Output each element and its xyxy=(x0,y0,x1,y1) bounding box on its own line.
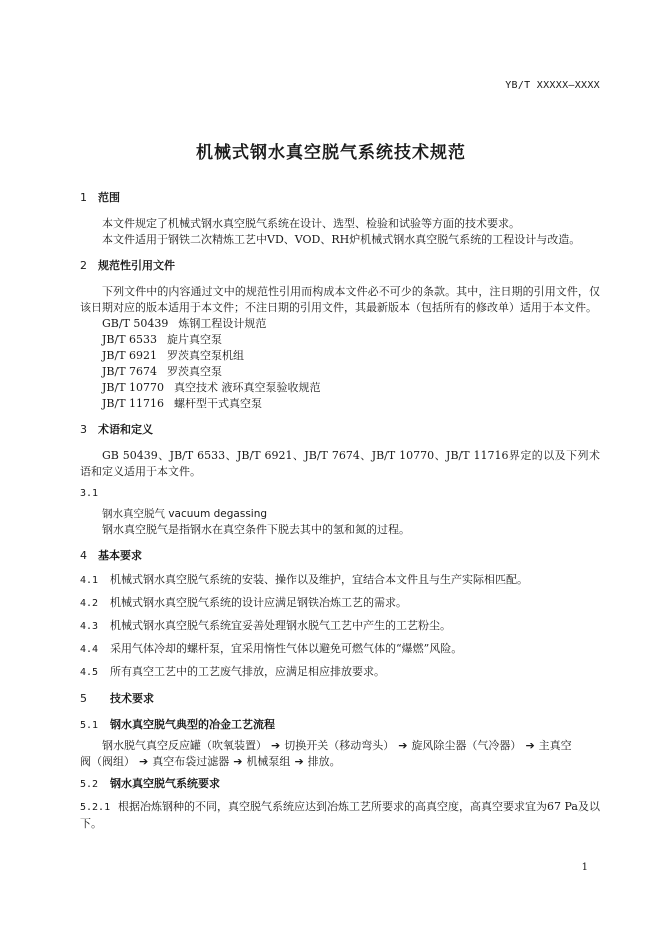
subsection-5-2-heading: 5.2 钢水真空脱气系统要求 xyxy=(80,777,220,790)
document-title: 机械式钢水真空脱气系统技术规范 xyxy=(196,143,466,163)
scope-paragraph-1: 本文件规定了机械式钢水真空脱气系统在设计、选型、检验和试验等方面的技术要求。 xyxy=(102,217,520,230)
section-number: 5 xyxy=(80,692,87,705)
page-number: 1 xyxy=(581,862,588,873)
reference-item: JB/T 10770 真空技术 液环真空泵验收规范 xyxy=(102,381,321,394)
standard-number: YB/T XXXXX—XXXX xyxy=(505,80,600,91)
section-2-heading xyxy=(80,258,600,274)
section-number: 4 xyxy=(80,549,87,562)
requirement-item: 4.4 采用气体冷却的螺杆泵，宜采用惰性气体以避免可燃气体的“爆燃”风险。 xyxy=(80,642,463,655)
section-title: 术语和定义 xyxy=(98,423,153,436)
arrow-right-icon: ➔ xyxy=(294,755,304,768)
section-title: 规范性引用文件 xyxy=(98,259,175,272)
section-title: 基本要求 xyxy=(98,549,142,562)
reference-item: GB/T 50439 炼钢工程设计规范 xyxy=(102,317,267,330)
section-3-heading xyxy=(80,422,600,438)
term-definition: 钢水真空脱气是指钢水在真空条件下脱去其中的氢和氮的过程。 xyxy=(102,523,410,536)
requirement-item: 4.2 机械式钢水真空脱气系统的设计应满足钢铁冶炼工艺的需求。 xyxy=(80,596,407,609)
references-intro: 下列文件中的内容通过文中的规范性引用而构成本文件必不可少的条款。其中，注日期的引用文件，仅该日期对应的版本适用于本文件；不注日期的引用文件，其最新版本（包括所有的修改单）适用于本文件。 xyxy=(80,285,600,314)
arrow-right-icon: ➔ xyxy=(139,755,149,768)
requirement-item: 4.5 所有真空工艺中的工艺废气排放，应满足相应排放要求。 xyxy=(80,665,385,678)
section-number: 3 xyxy=(80,423,87,436)
arrow-right-icon: ➔ xyxy=(525,739,535,752)
section-number: 2 xyxy=(80,259,87,272)
arrow-right-icon: ➔ xyxy=(271,739,281,752)
section-title: 技术要求 xyxy=(110,692,154,705)
arrow-right-icon: ➔ xyxy=(398,739,408,752)
reference-item: JB/T 11716 螺杆型干式真空泵 xyxy=(102,397,263,410)
subsection-5-2-1: 5.2.1 根据冶炼钢种的不同，真空脱气系统应达到冶炼工艺所要求的高真空度，高真空要求宜为67 Pa及以下。 xyxy=(80,800,600,830)
subsection-5-1-heading: 5.1 钢水真空脱气典型的冶金工艺流程 xyxy=(80,718,275,731)
term-number: 3.1 xyxy=(80,488,99,499)
section-1-heading xyxy=(80,190,600,206)
scope-paragraph-2: 本文件适用于钢铁二次精炼工艺中VD、VOD、RH炉机械式钢水真空脱气系统的工程设计与改造。 xyxy=(102,233,581,246)
section-5-heading xyxy=(80,691,600,707)
reference-item: JB/T 6921 罗茨真空泵机组 xyxy=(102,349,245,362)
process-flow-line-2: 阀（阀组） ➔ 真空布袋过滤器 ➔ 机械泵组 ➔ 排放。 xyxy=(80,755,341,768)
terms-intro: GB 50439、JB/T 6533、JB/T 6921、JB/T 7674、JB/T 10770、JB/T 11716界定的以及下列术语和定义适用于本文件。 xyxy=(80,449,600,478)
arrow-right-icon: ➔ xyxy=(233,755,243,768)
term-title: 钢水真空脱气 vacuum degassing xyxy=(102,508,268,520)
section-title: 范围 xyxy=(98,191,120,204)
document-body xyxy=(80,190,600,832)
reference-item: JB/T 6533 旋片真空泵 xyxy=(102,333,223,346)
section-4-heading xyxy=(80,548,600,564)
requirement-item: 4.3 机械式钢水真空脱气系统宜妥善处理钢水脱气工艺中产生的工艺粉尘。 xyxy=(80,619,451,632)
section-number: 1 xyxy=(80,191,87,204)
process-flow-line-1: 钢水脱气真空反应罐（吹氧装置） ➔ 切换开关（移动弯头） ➔ 旋风除尘器（气冷器） ➔ 主真空 xyxy=(102,739,572,752)
reference-item: JB/T 7674 罗茨真空泵 xyxy=(102,365,223,378)
requirement-item: 4.1 机械式钢水真空脱气系统的安装、操作以及维护，宜结合本文件且与生产实际相匹配。 xyxy=(80,573,528,586)
